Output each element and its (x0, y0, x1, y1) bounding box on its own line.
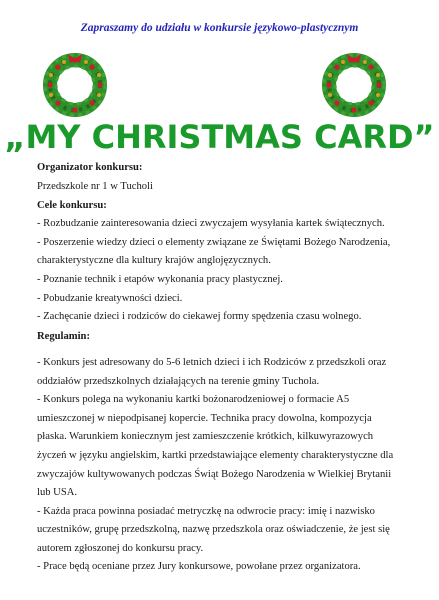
goals-heading: Cele konkursu: (37, 200, 107, 212)
rules-line: umieszczonej w niepodpisanej kopercie. Technika pracy dowolna, kompozycja (37, 412, 372, 424)
rules-line: oddziałów przedszkolnych działających na terenie gminy Tuchola. (37, 375, 320, 387)
rules-line: lub USA. (37, 487, 78, 499)
goals-line: - Poznanie technik i etapów wykonania pracy plastycznej. (37, 274, 283, 286)
goals-line: - Zachęcanie dzieci i rodziców do ciekawej formy spędzenia czasu wolnego. (37, 311, 362, 323)
goals-line: - Rozbudzanie zainteresowania dzieci zwyczajem wysyłania kartek świątecznych. (37, 218, 385, 230)
rules-line: zwyczajów kultywowanych podczas Świąt Bożego Narodzenia w Wielkiej Brytanii (37, 468, 392, 480)
rules-line: - Każda praca powinna posiadać metryczkę na odwrocie pracy: imię i nazwisko (37, 505, 375, 517)
goals-line: - Poszerzenie wiedzy dzieci o elementy związane ze Świętami Bożego Narodzenia, (37, 236, 391, 248)
organizer-name: Przedszkole nr 1 w Tucholi (37, 181, 153, 193)
rules-line: autorem zgłoszonej do konkursu pracy. (37, 542, 204, 554)
rules-line: - Konkurs polega na wykonaniu kartki bożonarodzeniowej o formacie A5 (37, 394, 350, 406)
rules-heading: Regulamin: (37, 330, 90, 342)
contest-title: „MY CHRISTMAS CARD” (4, 118, 435, 156)
rules-line: płaska. Warunkiem koniecznym jest zamieszczenie krótkich, kilkuwyrazowych (37, 431, 374, 443)
goals-line: - Pobudzanie kreatywności dzieci. (37, 292, 183, 304)
rules-line: życzeń w języku angielskim, kartki przedstawiające elementy charakterystyczne dla (37, 449, 394, 461)
invitation-line: Zapraszamy do udziału w konkursie językowo-plastycznym (80, 22, 359, 34)
spacer (37, 346, 409, 354)
christmas-wreath-icon (319, 50, 389, 120)
rules-list (37, 354, 409, 577)
christmas-wreath-icon (40, 50, 110, 120)
document-body (37, 158, 409, 577)
rules-line: uczestników, grupę przedszkolną, nazwę przedszkola oraz oświadczenie, że jest się (37, 524, 390, 536)
goals-line: charakterystyczne dla kultury krajów anglojęzycznych. (37, 255, 271, 267)
goals-list (37, 215, 409, 327)
rules-line: - Konkurs jest adresowany do 5-6 letnich dzieci i ich Rodziców z przedszkoli oraz (37, 356, 387, 368)
organizer-heading: Organizator konkursu: (37, 162, 143, 173)
rules-line: - Prace będą oceniane przez Jury konkursowe, powołane przez organizatora. (37, 561, 361, 573)
